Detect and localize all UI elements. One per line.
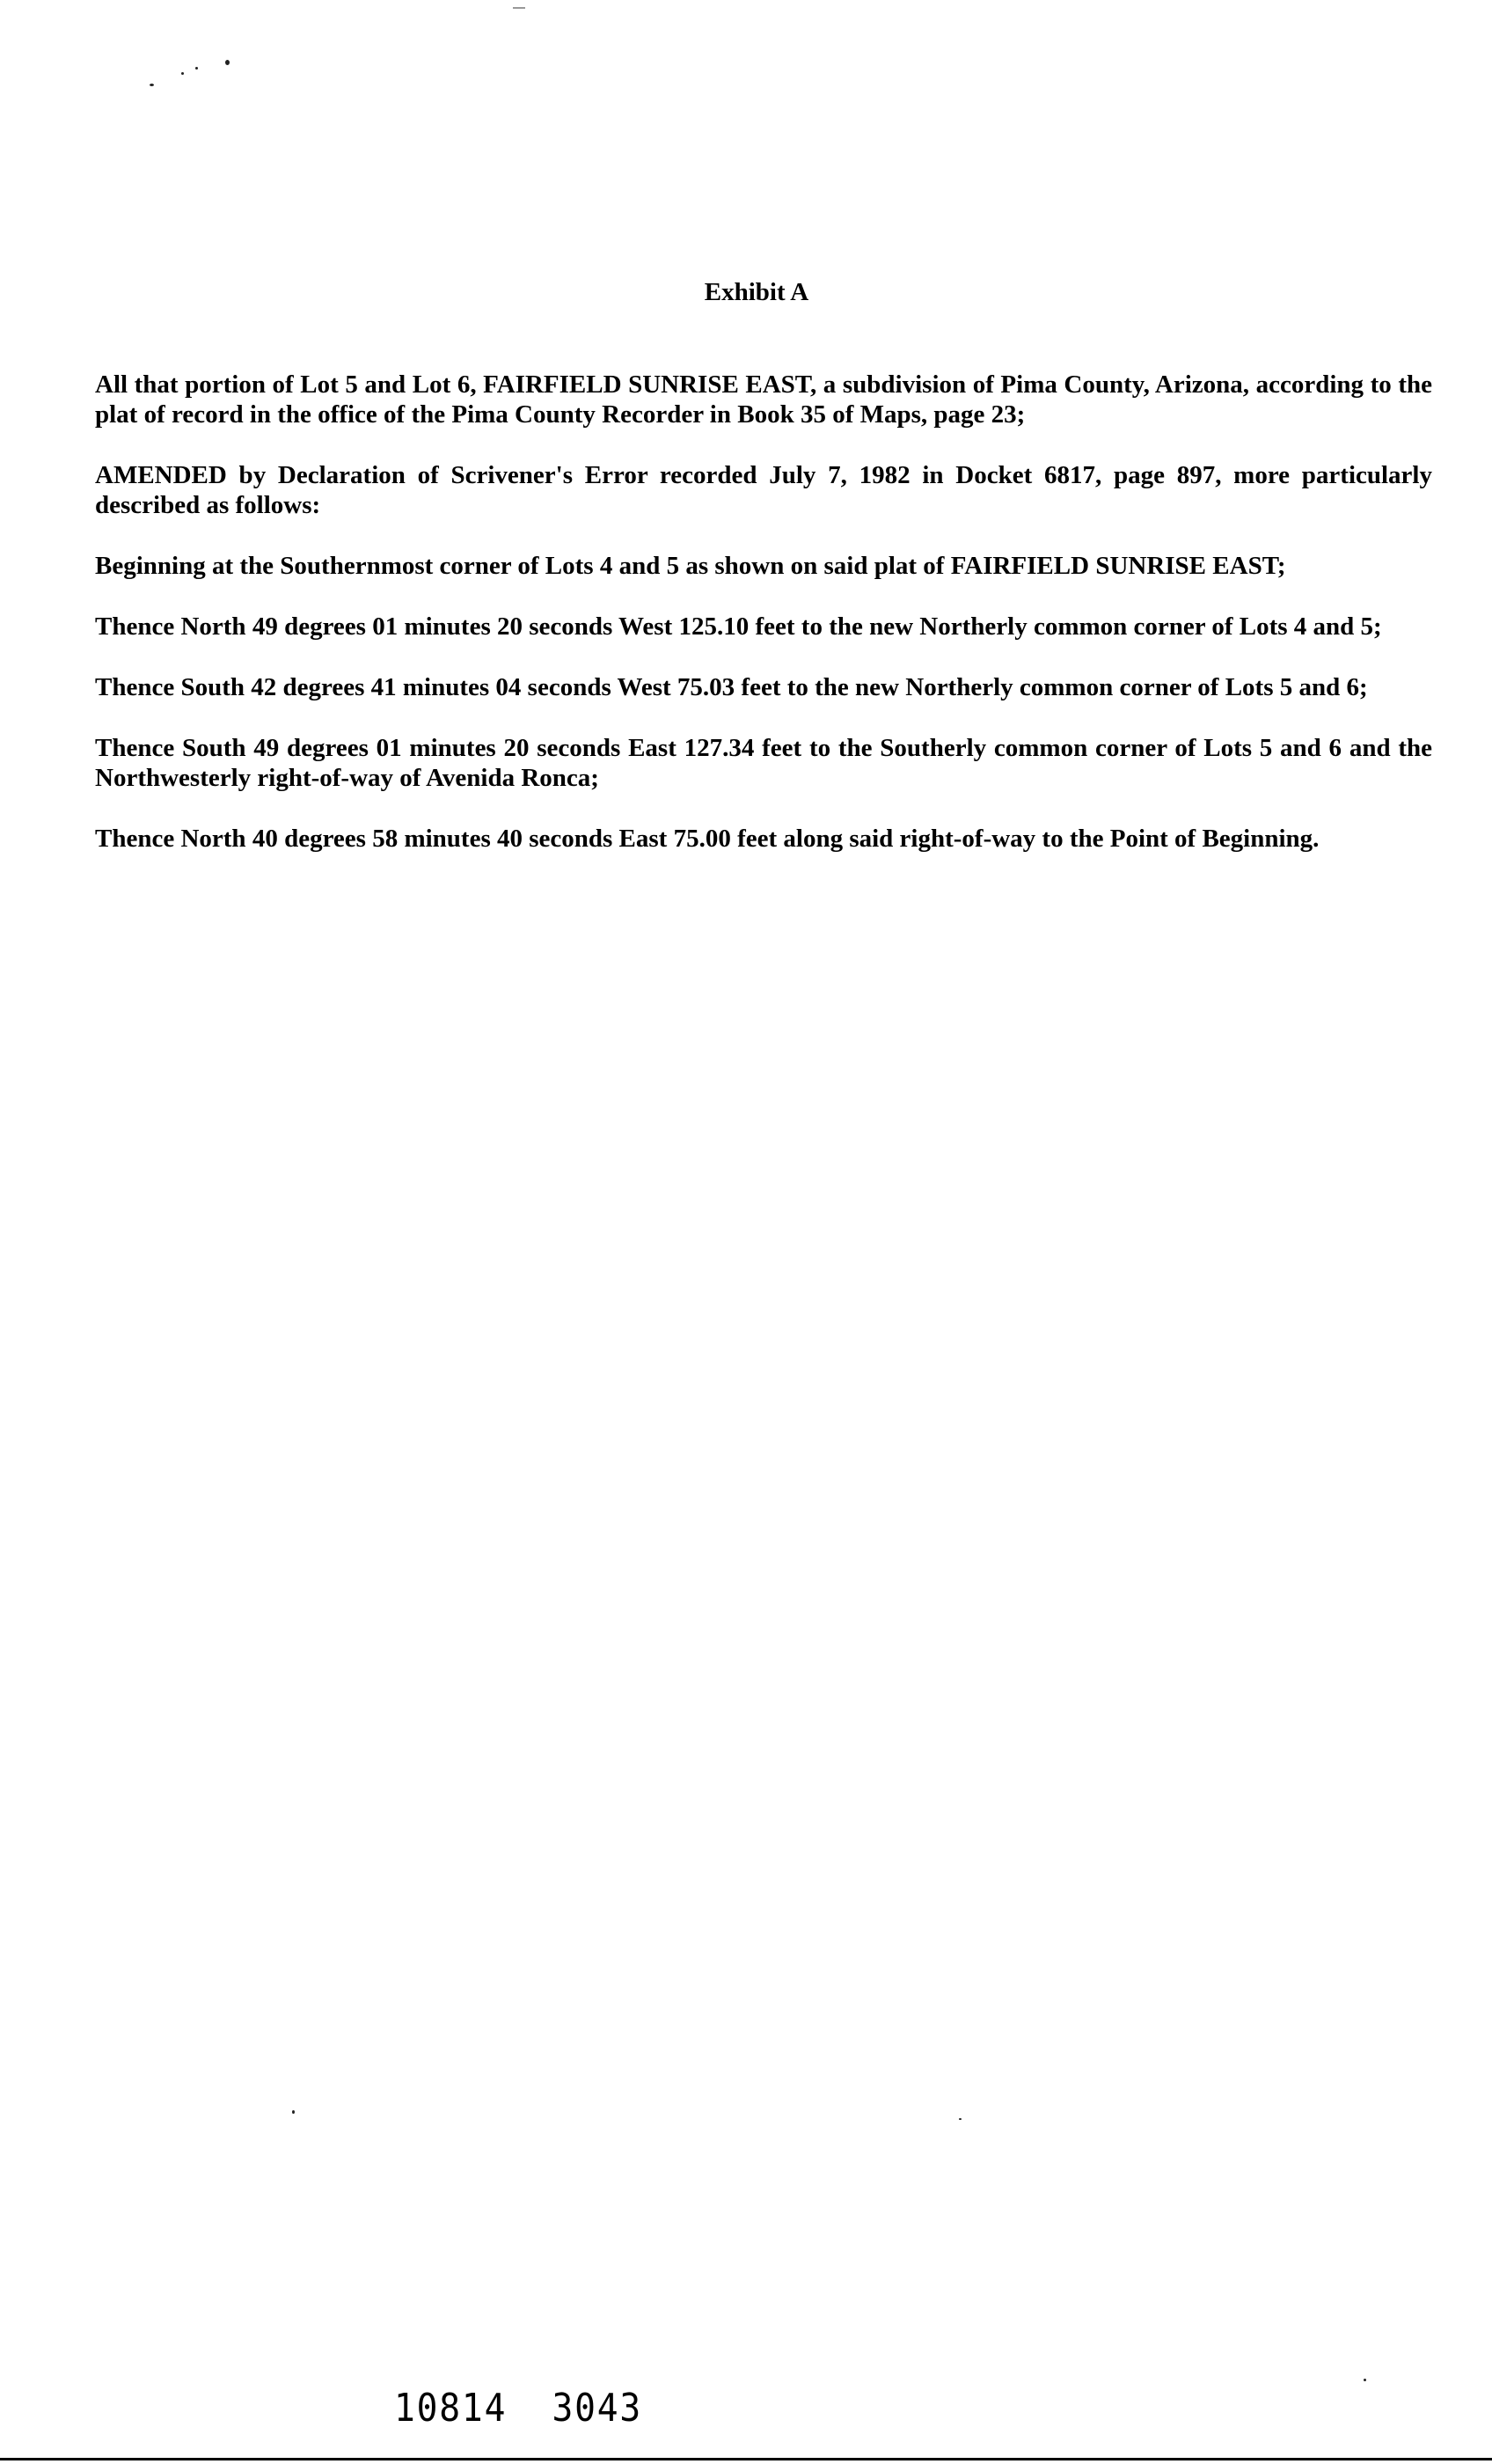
scan-mark	[513, 7, 525, 9]
bottom-divider	[0, 2458, 1492, 2460]
scan-speck	[225, 60, 230, 65]
paragraph-lot-description: All that portion of Lot 5 and Lot 6, FAIRFIELD SUNRISE EAST, a subdivision of Pima County, Arizona, according to the plat of record in the office of the Pima County Recorder in Book 35 of Maps, page 23;	[95, 370, 1432, 429]
paragraph-course-4: Thence North 40 degrees 58 minutes 40 seconds East 75.00 feet along said right-of-way to the Point of Beginning.	[95, 825, 1320, 853]
paragraph-amendment: AMENDED by Declaration of Scrivener's Error recorded July 7, 1982 in Docket 6817, page 897, more particularly described as follows:	[95, 461, 1432, 519]
scan-speck	[292, 2110, 295, 2114]
paragraph-course-1: Thence North 49 degrees 01 minutes 20 seconds West 125.10 feet to the new Northerly common corner of Lots 4 and 5;	[95, 612, 1382, 641]
scan-speck	[150, 84, 154, 86]
paragraph-course-2: Thence South 42 degrees 41 minutes 04 seconds West 75.03 feet to the new Northerly common corner of Lots 5 and 6;	[95, 673, 1368, 701]
legal-description	[95, 370, 1432, 884]
paragraph-course-3: Thence South 49 degrees 01 minutes 20 seconds East 127.34 feet to the Southerly common corner of Lots 5 and 6 and the Northwesterly right-of-way of Avenida Ronca;	[95, 734, 1432, 792]
scan-speck	[1364, 2379, 1366, 2381]
scan-speck	[195, 67, 198, 70]
recording-stamp: 10814 3043	[394, 2386, 643, 2431]
paragraph-beginning: Beginning at the Southernmost corner of Lots 4 and 5 as shown on said plat of FAIRFIELD SUNRISE EAST;	[95, 552, 1286, 580]
scan-speck	[181, 72, 184, 75]
document-title: Exhibit A	[704, 278, 809, 306]
scan-speck	[959, 2118, 962, 2120]
